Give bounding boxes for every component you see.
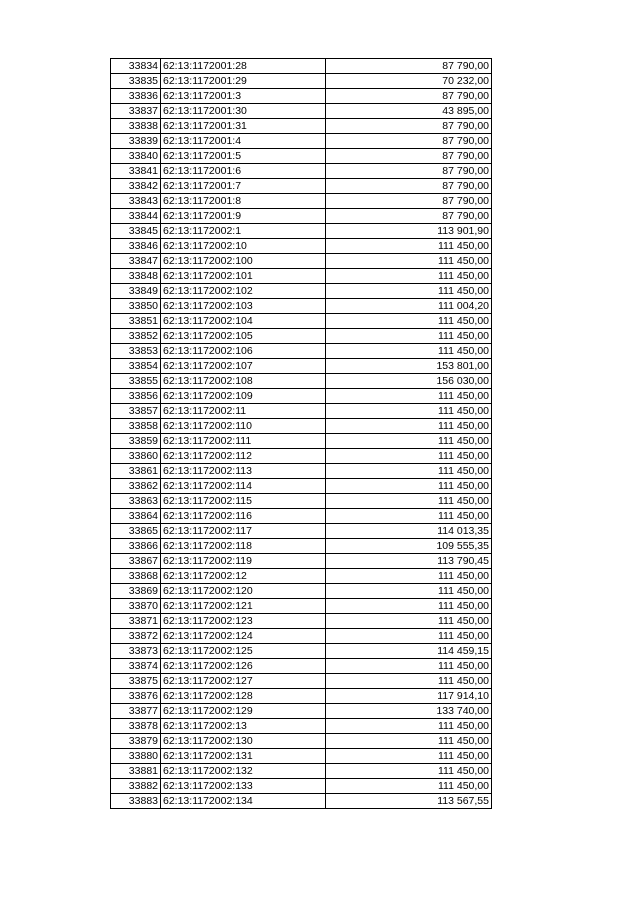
value-cell: 87 790,00 bbox=[326, 194, 492, 209]
value-cell: 111 450,00 bbox=[326, 764, 492, 779]
table-row bbox=[111, 269, 492, 284]
table-row bbox=[111, 674, 492, 689]
value-cell: 114 459,15 bbox=[326, 644, 492, 659]
row-number-cell: 33880 bbox=[111, 749, 161, 764]
row-number-cell: 33848 bbox=[111, 269, 161, 284]
cadastral-number-cell: 62:13:1172001:6 bbox=[161, 164, 326, 179]
cadastral-number-cell: 62:13:1172002:109 bbox=[161, 389, 326, 404]
value-cell: 153 801,00 bbox=[326, 359, 492, 374]
table-row bbox=[111, 614, 492, 629]
row-number-cell: 33852 bbox=[111, 329, 161, 344]
table-row bbox=[111, 509, 492, 524]
row-number-cell: 33839 bbox=[111, 134, 161, 149]
cadastral-number-cell: 62:13:1172001:8 bbox=[161, 194, 326, 209]
value-cell: 111 450,00 bbox=[326, 599, 492, 614]
cadastral-number-cell: 62:13:1172002:129 bbox=[161, 704, 326, 719]
table-row bbox=[111, 419, 492, 434]
value-cell: 111 450,00 bbox=[326, 779, 492, 794]
table-row bbox=[111, 449, 492, 464]
value-cell: 111 450,00 bbox=[326, 719, 492, 734]
value-cell: 111 450,00 bbox=[326, 434, 492, 449]
value-cell: 109 555,35 bbox=[326, 539, 492, 554]
value-cell: 111 450,00 bbox=[326, 404, 492, 419]
row-number-cell: 33859 bbox=[111, 434, 161, 449]
row-number-cell: 33842 bbox=[111, 179, 161, 194]
cadastral-number-cell: 62:13:1172002:117 bbox=[161, 524, 326, 539]
table-row bbox=[111, 149, 492, 164]
cadastral-number-cell: 62:13:1172002:132 bbox=[161, 764, 326, 779]
row-number-cell: 33856 bbox=[111, 389, 161, 404]
table-row bbox=[111, 599, 492, 614]
cadastral-number-cell: 62:13:1172001:3 bbox=[161, 89, 326, 104]
table-row bbox=[111, 404, 492, 419]
row-number-cell: 33853 bbox=[111, 344, 161, 359]
cadastral-number-cell: 62:13:1172002:112 bbox=[161, 449, 326, 464]
table-row bbox=[111, 524, 492, 539]
value-cell: 111 450,00 bbox=[326, 389, 492, 404]
cadastral-number-cell: 62:13:1172002:125 bbox=[161, 644, 326, 659]
cadastral-number-cell: 62:13:1172002:123 bbox=[161, 614, 326, 629]
row-number-cell: 33881 bbox=[111, 764, 161, 779]
row-number-cell: 33882 bbox=[111, 779, 161, 794]
row-number-cell: 33861 bbox=[111, 464, 161, 479]
row-number-cell: 33867 bbox=[111, 554, 161, 569]
value-cell: 87 790,00 bbox=[326, 119, 492, 134]
row-number-cell: 33844 bbox=[111, 209, 161, 224]
row-number-cell: 33836 bbox=[111, 89, 161, 104]
value-cell: 113 567,55 bbox=[326, 794, 492, 809]
table-row bbox=[111, 314, 492, 329]
row-number-cell: 33840 bbox=[111, 149, 161, 164]
table-row bbox=[111, 344, 492, 359]
table-row bbox=[111, 539, 492, 554]
row-number-cell: 33841 bbox=[111, 164, 161, 179]
row-number-cell: 33862 bbox=[111, 479, 161, 494]
row-number-cell: 33870 bbox=[111, 599, 161, 614]
value-cell: 87 790,00 bbox=[326, 164, 492, 179]
table-row bbox=[111, 629, 492, 644]
value-cell: 70 232,00 bbox=[326, 74, 492, 89]
cadastral-number-cell: 62:13:1172001:29 bbox=[161, 74, 326, 89]
cadastral-number-cell: 62:13:1172002:115 bbox=[161, 494, 326, 509]
table-row bbox=[111, 74, 492, 89]
row-number-cell: 33871 bbox=[111, 614, 161, 629]
row-number-cell: 33873 bbox=[111, 644, 161, 659]
cadastral-number-cell: 62:13:1172001:30 bbox=[161, 104, 326, 119]
table-row bbox=[111, 104, 492, 119]
table-row bbox=[111, 464, 492, 479]
value-cell: 111 450,00 bbox=[326, 449, 492, 464]
value-cell: 111 450,00 bbox=[326, 239, 492, 254]
value-cell: 156 030,00 bbox=[326, 374, 492, 389]
table-row bbox=[111, 659, 492, 674]
value-cell: 111 450,00 bbox=[326, 749, 492, 764]
cadastral-number-cell: 62:13:1172001:4 bbox=[161, 134, 326, 149]
value-cell: 111 450,00 bbox=[326, 614, 492, 629]
table-row bbox=[111, 164, 492, 179]
value-cell: 111 004,20 bbox=[326, 299, 492, 314]
table-row bbox=[111, 299, 492, 314]
value-cell: 87 790,00 bbox=[326, 89, 492, 104]
row-number-cell: 33883 bbox=[111, 794, 161, 809]
value-cell: 111 450,00 bbox=[326, 344, 492, 359]
cadastral-number-cell: 62:13:1172002:133 bbox=[161, 779, 326, 794]
table-row bbox=[111, 284, 492, 299]
cadastral-number-cell: 62:13:1172002:127 bbox=[161, 674, 326, 689]
value-cell: 111 450,00 bbox=[326, 509, 492, 524]
value-cell: 111 450,00 bbox=[326, 464, 492, 479]
table-row bbox=[111, 584, 492, 599]
cadastral-number-cell: 62:13:1172002:107 bbox=[161, 359, 326, 374]
value-cell: 111 450,00 bbox=[326, 479, 492, 494]
cadastral-number-cell: 62:13:1172001:31 bbox=[161, 119, 326, 134]
row-number-cell: 33846 bbox=[111, 239, 161, 254]
cadastral-value-table bbox=[110, 58, 492, 809]
value-cell: 111 450,00 bbox=[326, 269, 492, 284]
cadastral-number-cell: 62:13:1172001:7 bbox=[161, 179, 326, 194]
value-cell: 111 450,00 bbox=[326, 284, 492, 299]
table-row bbox=[111, 209, 492, 224]
row-number-cell: 33834 bbox=[111, 59, 161, 74]
row-number-cell: 33874 bbox=[111, 659, 161, 674]
cadastral-number-cell: 62:13:1172002:120 bbox=[161, 584, 326, 599]
row-number-cell: 33837 bbox=[111, 104, 161, 119]
table-row bbox=[111, 179, 492, 194]
value-cell: 111 450,00 bbox=[326, 629, 492, 644]
cadastral-number-cell: 62:13:1172002:12 bbox=[161, 569, 326, 584]
table-row bbox=[111, 89, 492, 104]
row-number-cell: 33851 bbox=[111, 314, 161, 329]
row-number-cell: 33866 bbox=[111, 539, 161, 554]
cadastral-number-cell: 62:13:1172002:103 bbox=[161, 299, 326, 314]
value-cell: 111 450,00 bbox=[326, 314, 492, 329]
row-number-cell: 33875 bbox=[111, 674, 161, 689]
value-cell: 113 790,45 bbox=[326, 554, 492, 569]
value-cell: 111 450,00 bbox=[326, 329, 492, 344]
cadastral-number-cell: 62:13:1172002:121 bbox=[161, 599, 326, 614]
table-row bbox=[111, 389, 492, 404]
table-row bbox=[111, 119, 492, 134]
table-row bbox=[111, 794, 492, 809]
table-row bbox=[111, 434, 492, 449]
table-row bbox=[111, 554, 492, 569]
cadastral-number-cell: 62:13:1172002:11 bbox=[161, 404, 326, 419]
table-row bbox=[111, 494, 492, 509]
cadastral-number-cell: 62:13:1172002:100 bbox=[161, 254, 326, 269]
row-number-cell: 33863 bbox=[111, 494, 161, 509]
table-row bbox=[111, 569, 492, 584]
row-number-cell: 33847 bbox=[111, 254, 161, 269]
value-cell: 43 895,00 bbox=[326, 104, 492, 119]
table-row bbox=[111, 764, 492, 779]
row-number-cell: 33855 bbox=[111, 374, 161, 389]
table-row bbox=[111, 329, 492, 344]
cadastral-number-cell: 62:13:1172002:119 bbox=[161, 554, 326, 569]
cadastral-number-cell: 62:13:1172002:134 bbox=[161, 794, 326, 809]
value-cell: 111 450,00 bbox=[326, 569, 492, 584]
cadastral-number-cell: 62:13:1172002:105 bbox=[161, 329, 326, 344]
cadastral-number-cell: 62:13:1172001:5 bbox=[161, 149, 326, 164]
cadastral-number-cell: 62:13:1172001:28 bbox=[161, 59, 326, 74]
value-cell: 87 790,00 bbox=[326, 149, 492, 164]
table-row bbox=[111, 704, 492, 719]
cadastral-number-cell: 62:13:1172002:126 bbox=[161, 659, 326, 674]
table-row bbox=[111, 734, 492, 749]
cadastral-number-cell: 62:13:1172002:118 bbox=[161, 539, 326, 554]
table-row bbox=[111, 59, 492, 74]
table-row bbox=[111, 224, 492, 239]
cadastral-number-cell: 62:13:1172002:108 bbox=[161, 374, 326, 389]
cadastral-number-cell: 62:13:1172002:1 bbox=[161, 224, 326, 239]
row-number-cell: 33835 bbox=[111, 74, 161, 89]
cadastral-number-cell: 62:13:1172002:114 bbox=[161, 479, 326, 494]
cadastral-number-cell: 62:13:1172002:110 bbox=[161, 419, 326, 434]
cadastral-number-cell: 62:13:1172002:101 bbox=[161, 269, 326, 284]
row-number-cell: 33854 bbox=[111, 359, 161, 374]
row-number-cell: 33845 bbox=[111, 224, 161, 239]
table-row bbox=[111, 779, 492, 794]
table-row bbox=[111, 689, 492, 704]
value-cell: 87 790,00 bbox=[326, 134, 492, 149]
value-cell: 111 450,00 bbox=[326, 734, 492, 749]
table-row bbox=[111, 479, 492, 494]
value-cell: 117 914,10 bbox=[326, 689, 492, 704]
cadastral-number-cell: 62:13:1172002:130 bbox=[161, 734, 326, 749]
cadastral-number-cell: 62:13:1172002:113 bbox=[161, 464, 326, 479]
value-cell: 111 450,00 bbox=[326, 584, 492, 599]
cadastral-number-cell: 62:13:1172002:131 bbox=[161, 749, 326, 764]
row-number-cell: 33843 bbox=[111, 194, 161, 209]
row-number-cell: 33850 bbox=[111, 299, 161, 314]
row-number-cell: 33858 bbox=[111, 419, 161, 434]
value-cell: 87 790,00 bbox=[326, 59, 492, 74]
cadastral-number-cell: 62:13:1172002:10 bbox=[161, 239, 326, 254]
value-cell: 111 450,00 bbox=[326, 254, 492, 269]
cadastral-number-cell: 62:13:1172002:116 bbox=[161, 509, 326, 524]
value-cell: 111 450,00 bbox=[326, 494, 492, 509]
cadastral-number-cell: 62:13:1172002:102 bbox=[161, 284, 326, 299]
table-row bbox=[111, 239, 492, 254]
table-row bbox=[111, 134, 492, 149]
row-number-cell: 33879 bbox=[111, 734, 161, 749]
table-row bbox=[111, 374, 492, 389]
value-cell: 87 790,00 bbox=[326, 209, 492, 224]
value-cell: 133 740,00 bbox=[326, 704, 492, 719]
value-cell: 111 450,00 bbox=[326, 674, 492, 689]
row-number-cell: 33864 bbox=[111, 509, 161, 524]
table-row bbox=[111, 644, 492, 659]
value-cell: 87 790,00 bbox=[326, 179, 492, 194]
cadastral-number-cell: 62:13:1172001:9 bbox=[161, 209, 326, 224]
table-row bbox=[111, 254, 492, 269]
table-row bbox=[111, 194, 492, 209]
row-number-cell: 33872 bbox=[111, 629, 161, 644]
value-cell: 111 450,00 bbox=[326, 419, 492, 434]
row-number-cell: 33876 bbox=[111, 689, 161, 704]
cadastral-number-cell: 62:13:1172002:124 bbox=[161, 629, 326, 644]
row-number-cell: 33838 bbox=[111, 119, 161, 134]
row-number-cell: 33865 bbox=[111, 524, 161, 539]
row-number-cell: 33860 bbox=[111, 449, 161, 464]
row-number-cell: 33869 bbox=[111, 584, 161, 599]
cadastral-number-cell: 62:13:1172002:128 bbox=[161, 689, 326, 704]
value-cell: 114 013,35 bbox=[326, 524, 492, 539]
value-cell: 113 901,90 bbox=[326, 224, 492, 239]
table-row bbox=[111, 719, 492, 734]
row-number-cell: 33878 bbox=[111, 719, 161, 734]
cadastral-number-cell: 62:13:1172002:106 bbox=[161, 344, 326, 359]
table-row bbox=[111, 749, 492, 764]
row-number-cell: 33868 bbox=[111, 569, 161, 584]
row-number-cell: 33877 bbox=[111, 704, 161, 719]
cadastral-number-cell: 62:13:1172002:111 bbox=[161, 434, 326, 449]
row-number-cell: 33849 bbox=[111, 284, 161, 299]
row-number-cell: 33857 bbox=[111, 404, 161, 419]
table-body bbox=[111, 59, 492, 809]
value-cell: 111 450,00 bbox=[326, 659, 492, 674]
cadastral-number-cell: 62:13:1172002:13 bbox=[161, 719, 326, 734]
table-row bbox=[111, 359, 492, 374]
cadastral-number-cell: 62:13:1172002:104 bbox=[161, 314, 326, 329]
